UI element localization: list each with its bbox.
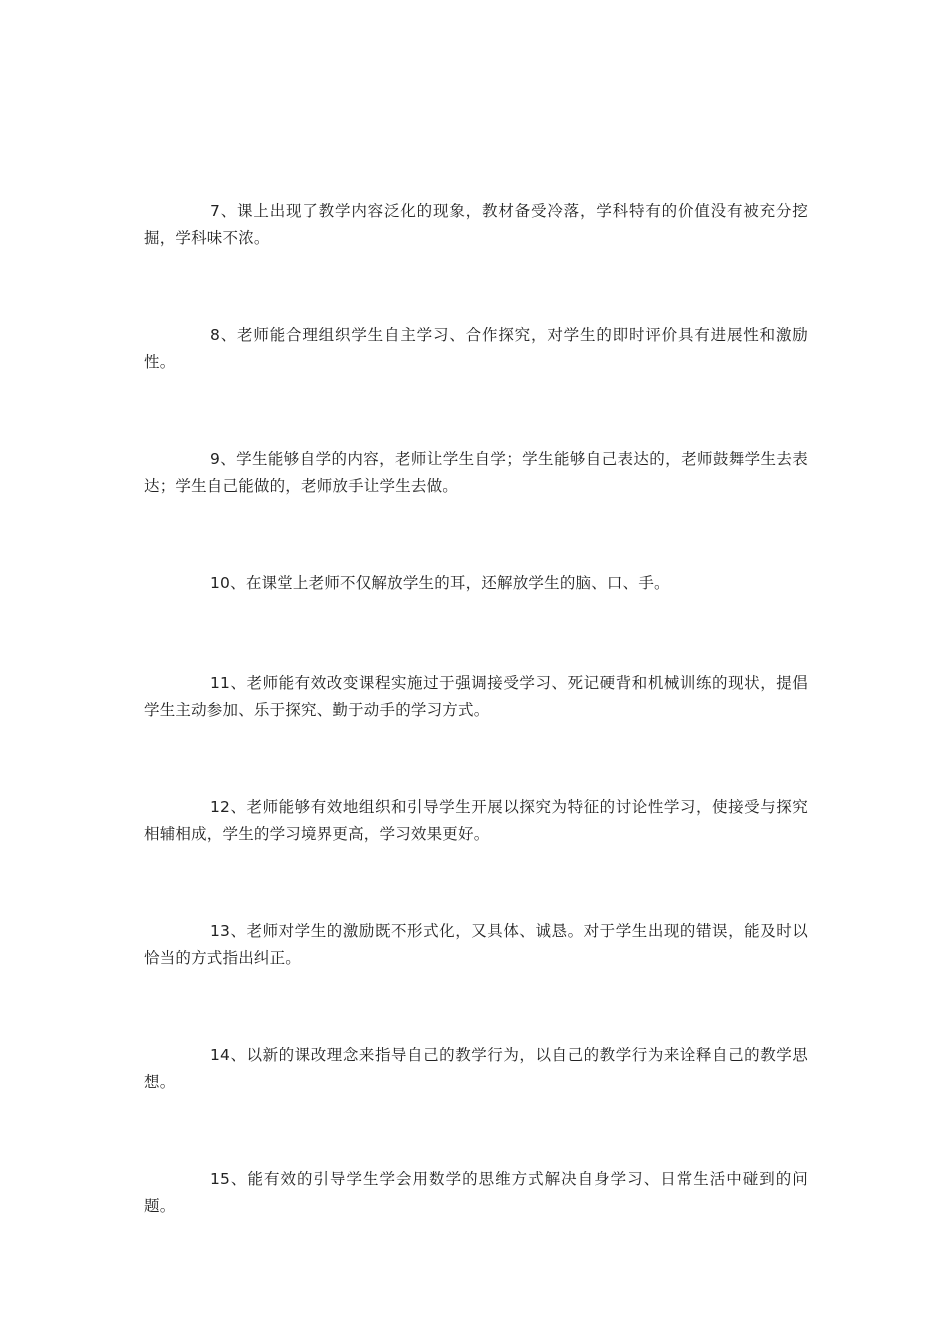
paragraph-item-12: 12、老师能够有效地组织和引导学生开展以探究为特征的讨论性学习，使接受与探究相辅相成，学生的学习境界更高，学习效果更好。 [144, 798, 808, 843]
paragraph-item-15: 15、能有效的引导学生学会用数学的思维方式解决自身学习、日常生活中碰到的问题。 [144, 1170, 808, 1215]
paragraph-item-8: 8、老师能合理组织学生自主学习、合作探究，对学生的即时评价具有进展性和激励性。 [144, 326, 808, 371]
paragraph-item-7: 7、课上出现了教学内容泛化的现象，教材备受冷落，学科特有的价值没有被充分挖掘，学科味不浓。 [144, 202, 808, 247]
paragraph-item-9: 9、学生能够自学的内容，老师让学生自学；学生能够自己表达的，老师鼓舞学生去表达；学生自己能做的，老师放手让学生去做。 [144, 450, 808, 495]
paragraph-item-14: 14、以新的课改理念来指导自己的教学行为，以自己的教学行为来诠释自己的教学思想。 [144, 1046, 808, 1091]
paragraph-item-10: 10、在课堂上老师不仅解放学生的耳，还解放学生的脑、口、手。 [210, 574, 670, 592]
paragraph-item-11: 11、老师能有效改变课程实施过于强调接受学习、死记硬背和机械训练的现状，提倡学生主动参加、乐于探究、勤于动手的学习方式。 [144, 674, 808, 719]
paragraph-item-13: 13、老师对学生的激励既不形式化，又具体、诚恳。对于学生出现的错误，能及时以恰当的方式指出纠正。 [144, 922, 808, 967]
